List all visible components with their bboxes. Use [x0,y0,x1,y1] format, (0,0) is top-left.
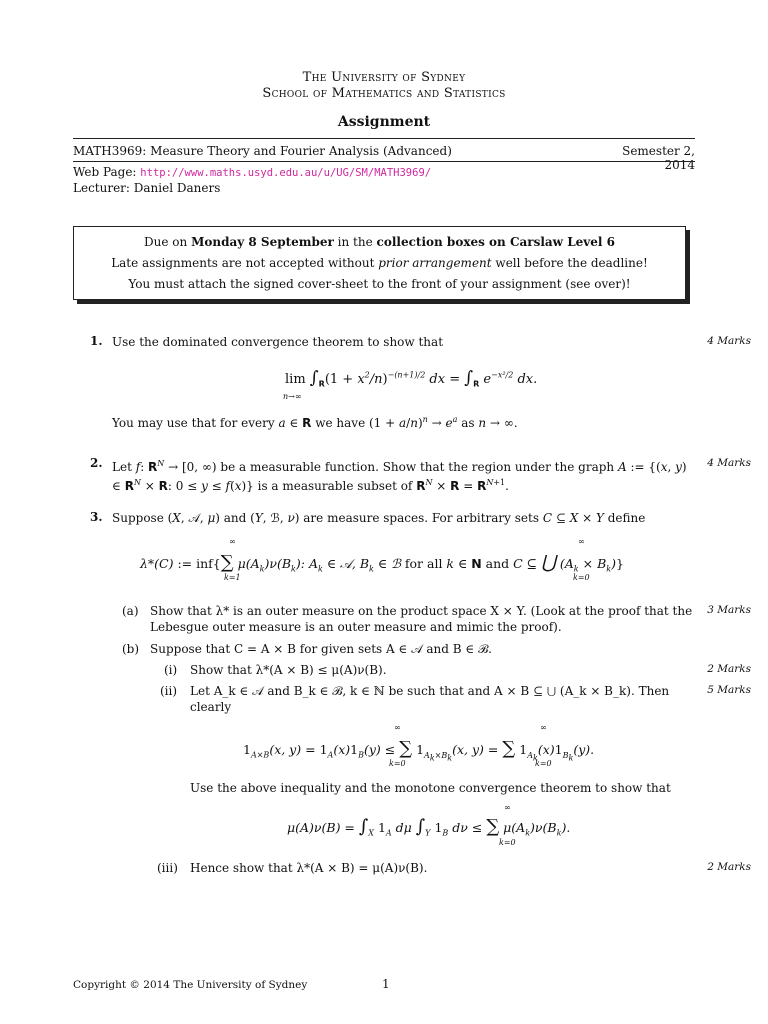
q3bi-marks: 2 Marks [707,663,751,675]
q3bii-sum1-lower: k=0 [389,759,406,768]
q2-text: Let f: $R^N \to [0$, ∞) be a measurable function. Show that the region under the graph A := {(x, y) ∈ $R^N \times R$: 0 ≤ y ≤ f(x)} is a measurable subset of $R^N \times R = R^{N+1}$. [112,459,687,493]
q1-hint: You may use that for every a ∈ R we have $(1 + a/n)^n \to e^a$ as n → ∞. [112,415,518,430]
q3bi-label: (i) [164,663,178,677]
page-number: 1 [382,977,390,991]
course-title: MATH3969: Measure Theory and Fourier Analysis (Advanced) [73,144,452,158]
q3-text: Suppose (X, 𝒜, μ) and (Y, ℬ, ν) are measure spaces. For arbitrary sets C ⊆ X × Y define [112,511,646,525]
school-name: School of Mathematics and Statistics [262,86,506,101]
q1-limit-sub: n→∞ [283,392,302,401]
q3-union-upper: ∞ [578,537,585,546]
q3a-label: (a) [122,604,139,618]
q3bi-text: Show that λ*(A × B) ≤ μ(A)ν(B). [190,663,387,677]
q3a-marks: 3 Marks [707,604,751,616]
q1-text: Use the dominated convergence theorem to show that [112,335,444,349]
q1-formula: $\lim \int_R(1 + x^2/n)^{-(n+1)/2}$ dx = $\int_R$ $e^{-x^2/2}$ dx. [285,368,538,389]
q3bii-label: (ii) [160,684,178,698]
q3-sum-lower: k=1 [224,573,241,582]
q3bii-sum3-lower: k=0 [499,838,516,847]
due-line: Due on Monday 8 September in the collection boxes on Carslaw Level 6 [144,235,615,249]
due-notice-box [73,226,686,300]
q3-sum-upper: ∞ [229,537,236,546]
q3b-label: (b) [122,642,140,656]
q3biii-text: Hence show that λ*(A × B) = μ(A)ν(B). [190,861,428,875]
q3bii-sum2-lower: k=0 [535,759,552,768]
due-place: collection boxes on Carslaw Level 6 [376,235,615,249]
header-rule-top [73,138,695,139]
lecturer: Lecturer: Daniel Daners [73,181,221,195]
late-line: Late assignments are not accepted without prior arrangement well before the deadline! [111,256,648,270]
q1-marks: 4 Marks [707,335,751,347]
q3biii-marks: 2 Marks [707,861,751,873]
coversheet-line: You must attach the signed cover-sheet to the front of your assignment (see over)! [128,277,631,291]
q3-union-lower: k=0 [573,573,590,582]
document-title: Assignment [337,114,431,130]
q3b-text: Suppose that C = A × B for given sets A ∈ 𝒜 and B ∈ ℬ. [150,642,492,656]
copyright: Copyright © 2014 The University of Sydney [73,979,308,991]
q1-number: 1. [90,334,103,348]
q2-number: 2. [90,456,103,470]
q3bii-text: Let A_k ∈ 𝒜 and B_k ∈ ℬ, k ∈ ℕ be such that and A × B ⊆ ⋃ (A_k × B_k). Then clearly [190,684,670,714]
q3bii-after-text: Use the above inequality and the monotone convergence theorem to show that [190,781,671,795]
semester: Semester 2, 2014 [622,144,695,172]
webpage-link[interactable]: http://www.maths.usyd.edu.au/u/UG/SM/MATH3969/ [140,167,432,179]
q3-number: 3. [90,510,103,524]
q3bii-integral-inequality: $\mu(A)\nu(B) = \int_X$ $1_A$ dμ $\int_Y$ $1_B$ dν ≤ ∑ $\mu(A_k)\nu(B_k)$. [287,816,571,838]
q3bii-marks: 5 Marks [707,684,751,696]
q3biii-label: (iii) [157,861,178,875]
webpage-label: Web Page: [73,165,137,179]
q2-marks: 4 Marks [707,457,751,469]
header-rule-bottom [73,161,695,162]
q3a-text: Show that λ* is an outer measure on the product space X × Y. (Look at the proof that the Lebesgue outer measure is an outer measure and mimic the proof). [150,604,693,634]
q3-outer-measure-formula: λ*(C) := inf{∑ $\mu(A_k)\nu(B_k)$: $A_k$ ∈ 𝒜, $B_k$ ∈ ℬ for all k ∈ N and C ⊆ ⋃ $(A_k \times B_k)$} [140,552,624,574]
q3bii-indicator-inequality: $1_{A\times B}(x$, $y) = 1_A(x)1_B(y)$ ≤ ∑ $1_{A_k\times B_k}(x$, y) = ∑ $1_{A_k}(x)1_{B_k}(y)$. [243,738,595,763]
webpage-line [73,165,431,179]
q3bii-sum1-upper: ∞ [394,723,401,732]
university-name: The University of Sydney [302,70,466,85]
due-date: Monday 8 September [191,235,334,249]
q3bii-sum3-upper: ∞ [504,803,511,812]
q3bii-sum2-upper: ∞ [540,723,547,732]
